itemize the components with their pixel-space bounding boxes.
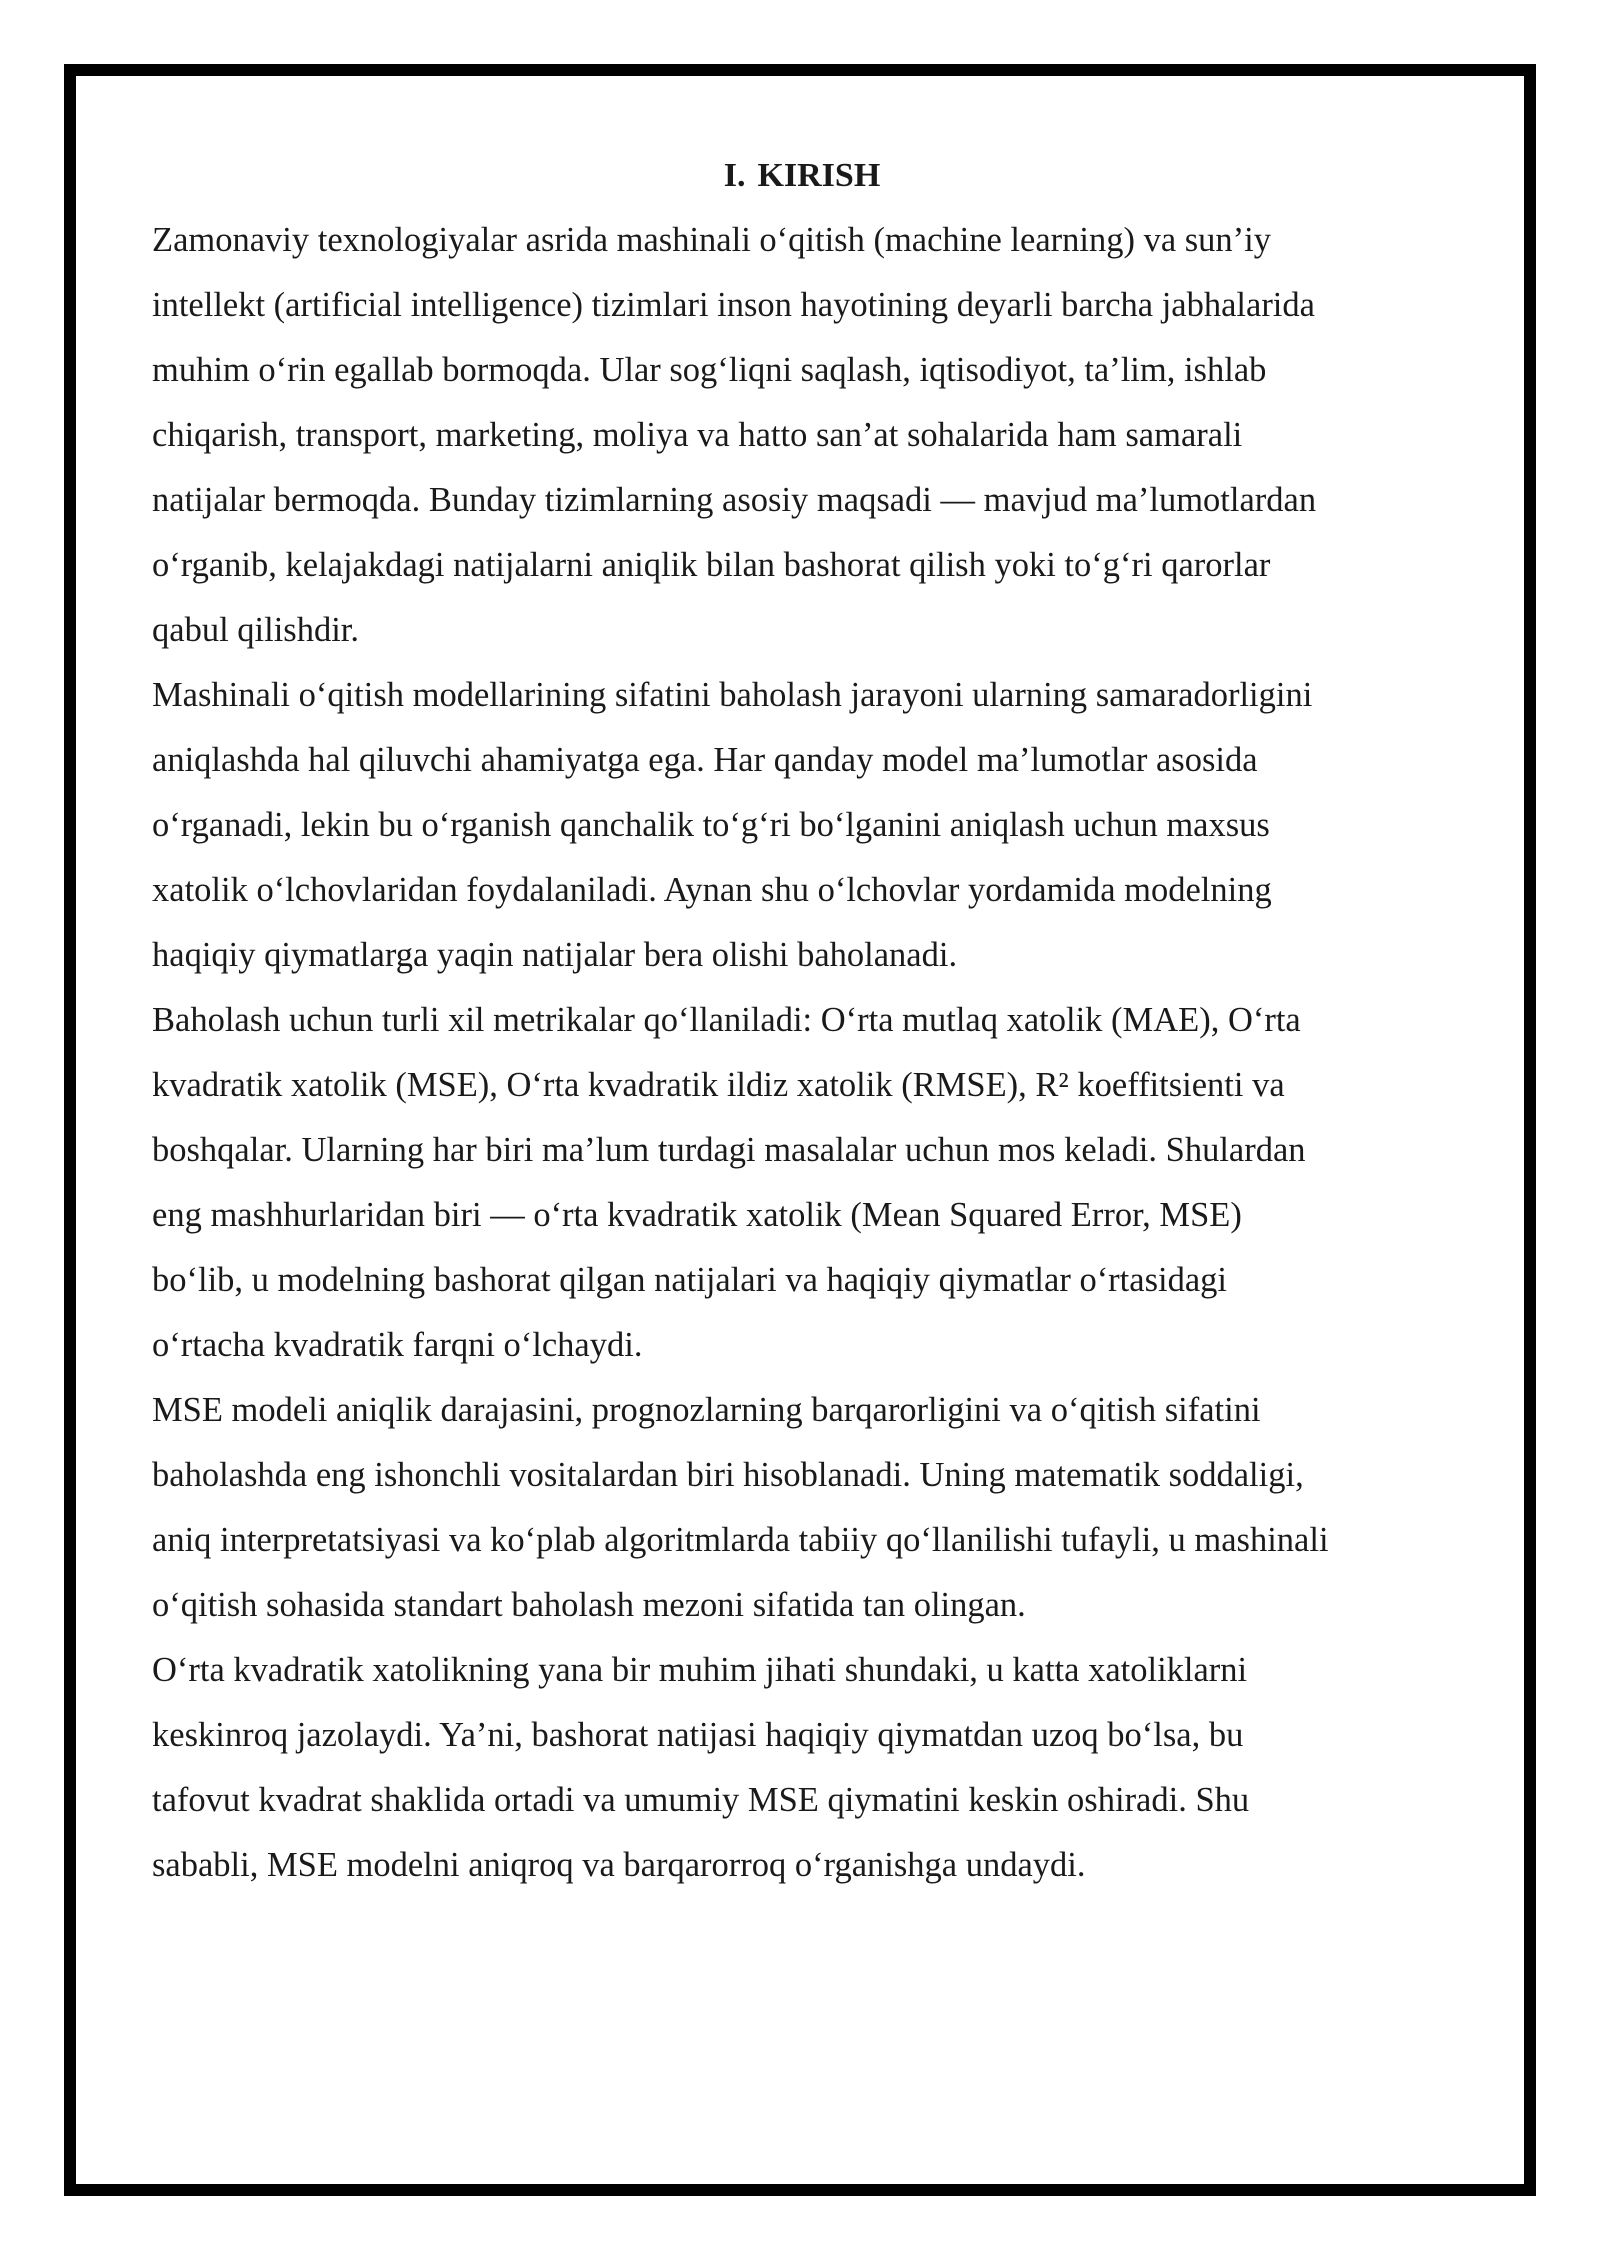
text-line: o‘qitish sohasida standart baholash mezoni sifatida tan olingan. [152,1586,1026,1624]
text-line: qabul qilishdir. [152,611,359,649]
paragraph-5 [152,1638,1452,1898]
text-line: o‘rganadi, lekin bu o‘rganish qanchalik to‘g‘ri bo‘lganini aniqlash uchun maxsus [152,806,1270,844]
text-line: o‘rganib, kelajakdagi natijalarni aniqlik bilan bashorat qilish yoki to‘g‘ri qarorlar [152,546,1271,584]
text-line: Zamonaviy texnologiyalar asrida mashinali o‘qitish (machine learning) va sun’iy [152,221,1272,259]
section-title: KIRISH [757,157,881,194]
paragraph-2 [152,663,1452,988]
document-body [152,150,1452,1898]
text-line: sababli, MSE modelni aniqroq va barqarorroq o‘rganishga undaydi. [152,1846,1086,1884]
text-line: o‘rtacha kvadratik farqni o‘lchaydi. [152,1326,643,1364]
text-line: eng mashhurlaridan biri — o‘rta kvadratik xatolik (Mean Squared Error, MSE) [152,1196,1242,1234]
text-line: Mashinali o‘qitish modellarining sifatini baholash jarayoni ularning samaradorligini [152,676,1313,714]
text-line: baholashda eng ishonchli vositalardan biri hisoblanadi. Uning matematik soddaligi, [152,1456,1304,1494]
section-heading [152,150,1452,202]
text-line: aniqlashda hal qiluvchi ahamiyatga ega. Har qanday model ma’lumotlar asosida [152,741,1258,779]
text-line: natijalar bermoqda. Bunday tizimlarning asosiy maqsadi — mavjud ma’lumotlardan [152,481,1317,519]
text-line: bo‘lib, u modelning bashorat qilgan natijalari va haqiqiy qiymatlar o‘rtasidagi [152,1261,1227,1299]
text-line: O‘rta kvadratik xatolikning yana bir muhim jihati shundaki, u katta xatoliklarni [152,1651,1248,1689]
text-line: boshqalar. Ularning har biri ma’lum turdagi masalalar uchun mos keladi. Shulardan [152,1131,1306,1169]
text-line: keskinroq jazolaydi. Ya’ni, bashorat natijasi haqiqiy qiymatdan uzoq bo‘lsa, bu [152,1716,1244,1754]
text-line: muhim o‘rin egallab bormoqda. Ular sog‘liqni saqlash, iqtisodiyot, ta’lim, ishlab [152,351,1267,389]
text-line: aniq interpretatsiyasi va ko‘plab algoritmlarda tabiiy qo‘llanilishi tufayli, u mashinali [152,1521,1329,1559]
paragraph-3 [152,988,1452,1378]
text-line: chiqarish, transport, marketing, moliya va hatto san’at sohalarida ham samarali [152,416,1243,454]
section-number: I. [723,157,746,194]
paragraph-4 [152,1378,1452,1638]
text-line: haqiqiy qiymatlarga yaqin natijalar bera olishi baholanadi. [152,936,958,974]
text-line: intellekt (artificial intelligence) tizimlari inson hayotining deyarli barcha jabhalarida [152,286,1315,324]
text-line: xatolik o‘lchovlaridan foydalaniladi. Aynan shu o‘lchovlar yordamida modelning [152,871,1272,909]
text-line: tafovut kvadrat shaklida ortadi va umumiy MSE qiymatini keskin oshiradi. Shu [152,1781,1250,1819]
text-line: MSE modeli aniqlik darajasini, prognozlarning barqarorligini va o‘qitish sifatini [152,1391,1261,1429]
text-line: kvadratik xatolik (MSE), O‘rta kvadratik ildiz xatolik (RMSE), R² koeffitsienti va [152,1066,1285,1104]
text-line: Baholash uchun turli xil metrikalar qo‘llaniladi: O‘rta mutlaq xatolik (MAE), O‘rta [152,1001,1301,1039]
paragraph-1 [152,208,1452,663]
